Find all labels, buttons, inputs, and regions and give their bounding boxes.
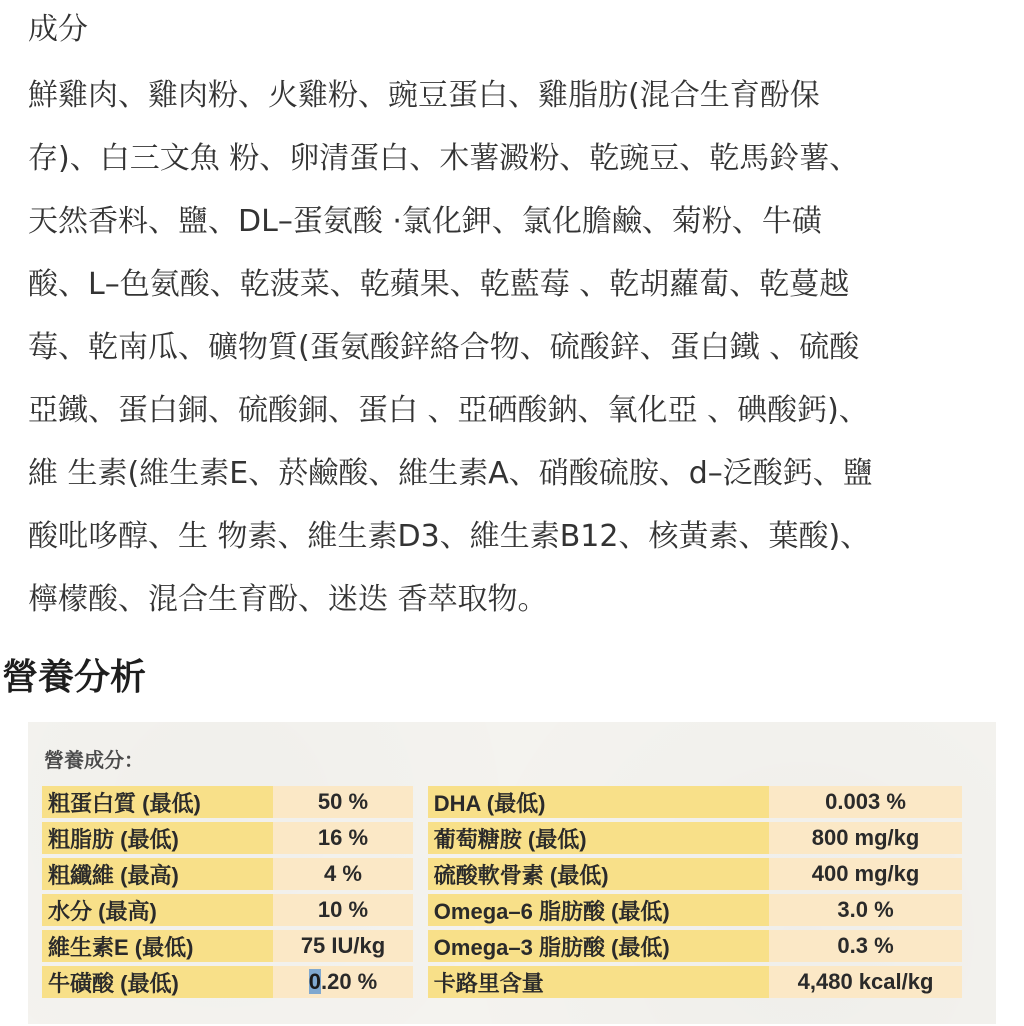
- nutrient-name: 粗蛋白質 (最低): [42, 786, 273, 818]
- nutrient-name: DHA (最低): [428, 786, 769, 818]
- nutrient-name: 卡路里含量: [428, 966, 769, 998]
- ingredients-line: 酸、L–色氨酸、乾菠菜、乾蘋果、乾藍莓 、乾胡蘿蔔、乾蔓越: [28, 267, 850, 302]
- nutrient-name: 粗纖維 (最高): [42, 858, 273, 890]
- nutrient-name: 牛磺酸 (最低): [42, 966, 273, 998]
- nutrient-name: 水分 (最高): [42, 894, 273, 926]
- nutrient-value: 0.003 %: [769, 786, 962, 818]
- ingredients-text: [28, 64, 1003, 631]
- nutrient-name: Omega–3 脂肪酸 (最低): [428, 930, 769, 962]
- column-gap: [413, 894, 428, 926]
- table-row: [42, 822, 962, 854]
- ingredients-line: 莓、乾南瓜、礦物質(蛋氨酸鋅絡合物、硫酸鋅、蛋白鐵 、硫酸: [28, 330, 860, 365]
- nutrient-value: 800 mg/kg: [769, 822, 962, 854]
- ingredients-line: 亞鐵、蛋白銅、硫酸銅、蛋白 、亞硒酸鈉、氧化亞 、碘酸鈣)、: [28, 393, 869, 428]
- nutrient-value: 4 %: [273, 858, 413, 890]
- nutrition-table: [42, 782, 962, 1002]
- ingredients-line: 檸檬酸、混合生育酚、迷迭 香萃取物。: [28, 582, 548, 617]
- nutrient-name: 粗脂肪 (最低): [42, 822, 273, 854]
- text-selection-highlight: 0: [308, 969, 321, 994]
- column-gap: [413, 786, 428, 818]
- ingredients-line: 天然香料、鹽、DL–蛋氨酸 ·氯化鉀、氯化膽鹼、菊粉、牛磺: [28, 204, 822, 239]
- nutrient-value: 75 IU/kg: [273, 930, 413, 962]
- nutrition-title: 營養分析: [2, 657, 147, 698]
- nutrient-value: 400 mg/kg: [769, 858, 962, 890]
- nutrient-value: 0.3 %: [769, 930, 962, 962]
- ingredients-line: 酸吡哆醇、生 物素、維生素D3、維生素B12、核黃素、葉酸)、: [28, 519, 871, 554]
- nutrient-name: 維生素E (最低): [42, 930, 273, 962]
- table-row: [42, 894, 962, 926]
- column-gap: [413, 822, 428, 854]
- nutrient-value: 16 %: [273, 822, 413, 854]
- ingredients-line: 鮮雞肉、雞肉粉、火雞粉、豌豆蛋白、雞脂肪(混合生育酚保: [28, 78, 820, 113]
- panel-heading: 營養成分：: [44, 748, 144, 772]
- table-row: [42, 858, 962, 890]
- ingredients-line: 維 生素(維生素E、菸鹼酸、維生素A、硝酸硫胺、d–泛酸鈣、鹽: [28, 456, 873, 491]
- table-row: [42, 786, 962, 818]
- table-row: [42, 930, 962, 962]
- nutrient-name: 葡萄糖胺 (最低): [428, 822, 769, 854]
- column-gap: [413, 966, 428, 998]
- nutrient-value: 50 %: [273, 786, 413, 818]
- nutrient-value-rest: .20 %: [320, 969, 378, 994]
- nutrient-value: 3.0 %: [769, 894, 962, 926]
- nutrient-name: 硫酸軟骨素 (最低): [428, 858, 769, 890]
- table-row: [42, 966, 962, 998]
- column-gap: [413, 858, 428, 890]
- nutrition-panel-image: [28, 722, 996, 1024]
- nutrient-name: Omega–6 脂肪酸 (最低): [428, 894, 769, 926]
- nutrient-value: 10 %: [273, 894, 413, 926]
- nutrient-value: 4,480 kcal/kg: [769, 966, 962, 998]
- column-gap: [413, 930, 428, 962]
- nutrient-value: [273, 966, 413, 998]
- ingredients-line: 存)、白三文魚 粉、卵清蛋白、木薯澱粉、乾豌豆、乾馬鈴薯、: [28, 141, 860, 176]
- ingredients-title: 成分: [28, 12, 88, 47]
